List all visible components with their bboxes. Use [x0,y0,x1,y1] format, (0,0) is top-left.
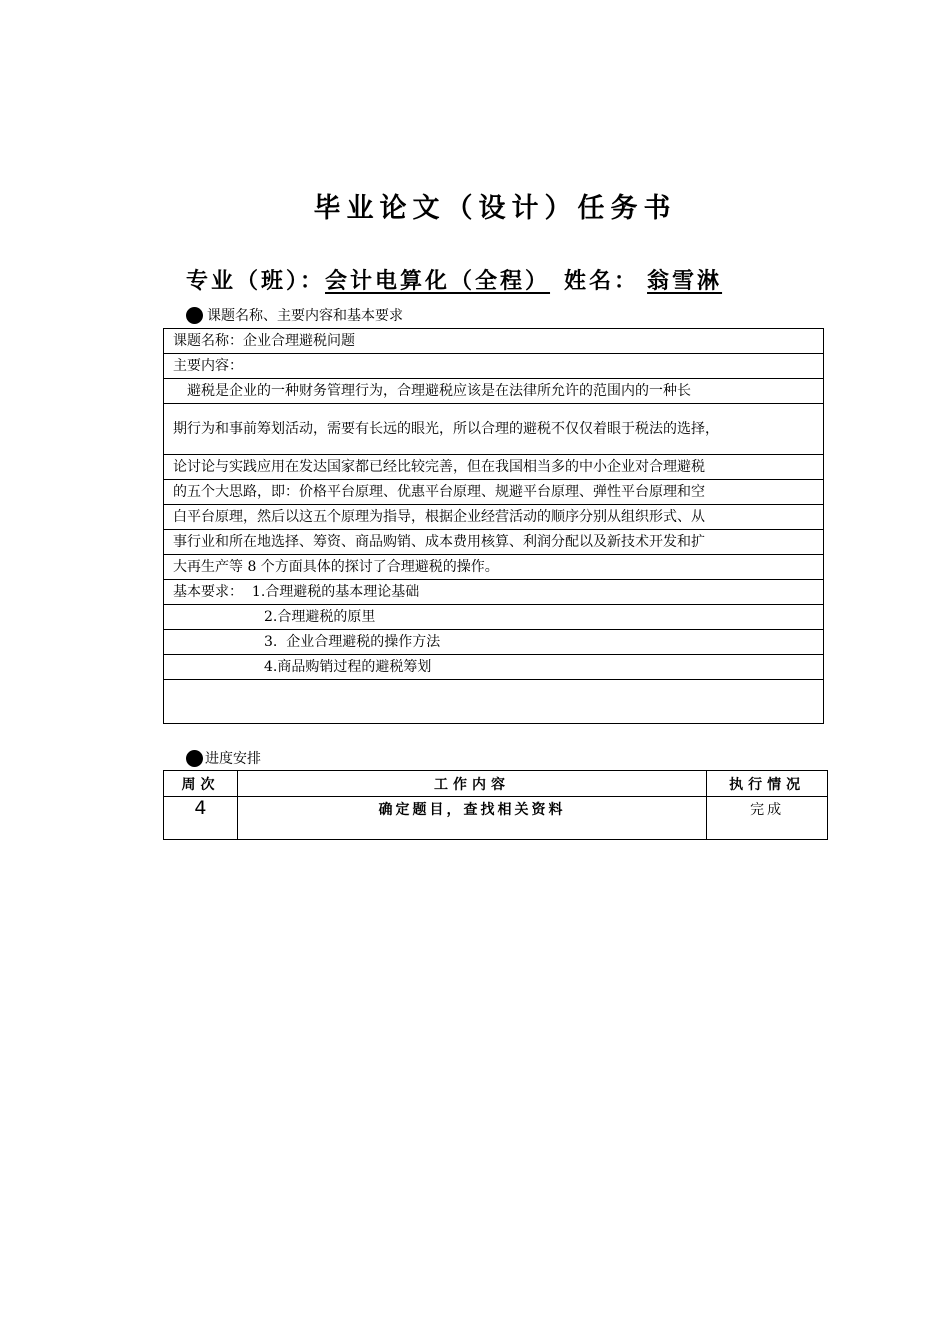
topic-table [163,328,824,724]
topic-cell: 课题名称：企业合理避税问题 [164,329,824,354]
section2-heading [186,748,261,768]
schedule-row [164,797,828,840]
column-header-status: 执行情况 [707,771,828,797]
schedule-table [163,770,828,840]
blank-row [164,680,824,724]
requirement-row [164,605,824,630]
bullet-icon [186,750,203,767]
schedule-header-row [164,771,828,797]
name-value: 翁雪淋 [647,269,723,294]
major-label: 专业（班）： [186,269,326,294]
requirement-row [164,580,824,605]
content-line: 事行业和所在地选择、筹资、商品购销、成本费用核算、利润分配以及新技术开发和扩 [164,530,824,555]
column-header-week: 周次 [164,771,238,797]
student-info-line [186,264,722,295]
major-value: 会计电算化（全程） [325,269,551,294]
requirement-row [164,630,824,655]
content-line: 期行为和事前筹划活动，需要有长远的眼光，所以合理的避税不仅仅着眼于税法的选择， [164,404,824,455]
column-header-work: 工作内容 [237,771,706,797]
content-line: 避税是企业的一种财务管理行为，合理避税应该是在法律所允许的范围内的一种长 [164,379,824,404]
requirement-item: 2.合理避税的原里 [264,609,376,625]
bullet-icon [186,307,203,324]
content-line: 白平台原理，然后以这五个原理为指导，根据企业经营活动的顺序分别从组织形式、从 [164,505,824,530]
content-line: 大再生产等 8 个方面具体的探讨了合理避税的操作。 [164,555,824,580]
requirements-label: 基本要求： [173,584,243,600]
section2-heading-text: 进度安排 [205,751,261,767]
requirement-item: 3. 企业合理避税的操作方法 [264,634,441,650]
content-label-cell: 主要内容： [164,354,824,379]
section1-heading [186,305,403,325]
work-cell: 确定题目，查找相关资料 [237,797,706,840]
content-line: 论讨论与实践应用在发达国家都已经比较完善，但在我国相当多的中小企业对合理避税 [164,455,824,480]
requirement-item: 1.合理避税的基本理论基础 [251,584,420,600]
requirement-row [164,655,824,680]
status-cell: 完成 [707,797,828,840]
week-cell: 4 [164,797,238,840]
section1-heading-text: 课题名称、主要内容和基本要求 [207,308,403,324]
name-label: 姓名： [564,269,640,294]
content-line: 的五个大思路，即：价格平台原理、优惠平台原理、规避平台原理、弹性平台原理和空 [164,480,824,505]
requirement-item: 4.商品购销过程的避税筹划 [264,659,432,675]
document-title: 毕业论文（设计）任务书 [313,193,677,224]
